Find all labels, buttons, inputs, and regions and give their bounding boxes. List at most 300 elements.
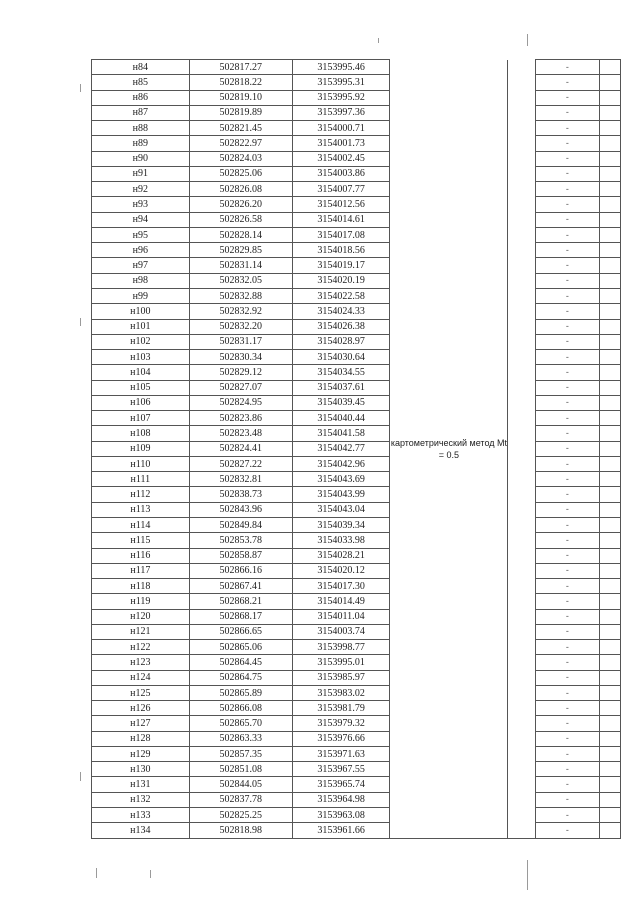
table-row [92, 426, 621, 441]
y-coordinate: 3153961.66 [292, 823, 390, 838]
table-row [92, 197, 621, 212]
x-coordinate: 502832.81 [189, 472, 292, 487]
dash-cell: - [535, 227, 599, 242]
x-coordinate: 502826.58 [189, 212, 292, 227]
empty-cell [599, 624, 620, 639]
dash-cell: - [535, 121, 599, 136]
dash-cell: - [535, 472, 599, 487]
x-coordinate: 502829.12 [189, 365, 292, 380]
point-id: н90 [92, 151, 190, 166]
y-coordinate: 3154012.56 [292, 197, 390, 212]
scan-mark [80, 318, 81, 326]
empty-cell [599, 502, 620, 517]
point-id: н92 [92, 182, 190, 197]
dash-cell: - [535, 365, 599, 380]
table-row [92, 365, 621, 380]
empty-cell [599, 746, 620, 761]
x-coordinate: 502832.20 [189, 319, 292, 334]
dash-cell: - [535, 197, 599, 212]
dash-cell: - [535, 777, 599, 792]
table-row [92, 121, 621, 136]
table-row [92, 75, 621, 90]
point-id: н127 [92, 716, 190, 731]
empty-cell [599, 548, 620, 563]
dash-cell: - [535, 456, 599, 471]
dash-cell: - [535, 701, 599, 716]
y-coordinate: 3153995.01 [292, 655, 390, 670]
y-coordinate: 3154033.98 [292, 533, 390, 548]
x-coordinate: 502822.97 [189, 136, 292, 151]
table-row [92, 212, 621, 227]
x-coordinate: 502830.34 [189, 350, 292, 365]
y-coordinate: 3154039.34 [292, 517, 390, 532]
empty-cell [599, 792, 620, 807]
dash-cell: - [535, 90, 599, 105]
x-coordinate: 502824.41 [189, 441, 292, 456]
x-coordinate: 502865.89 [189, 685, 292, 700]
y-coordinate: 3154026.38 [292, 319, 390, 334]
table-row [92, 502, 621, 517]
point-id: н130 [92, 762, 190, 777]
table-row [92, 762, 621, 777]
table-row [92, 716, 621, 731]
y-coordinate: 3154017.08 [292, 227, 390, 242]
y-coordinate: 3154017.30 [292, 579, 390, 594]
x-coordinate: 502864.75 [189, 670, 292, 685]
point-id: н108 [92, 426, 190, 441]
point-id: н123 [92, 655, 190, 670]
table-row [92, 701, 621, 716]
table-row [92, 517, 621, 532]
table-row [92, 227, 621, 242]
point-id: н89 [92, 136, 190, 151]
point-id: н91 [92, 166, 190, 181]
x-coordinate: 502827.22 [189, 456, 292, 471]
table-row [92, 670, 621, 685]
dash-cell: - [535, 563, 599, 578]
x-coordinate: 502819.10 [189, 90, 292, 105]
y-coordinate: 3154019.17 [292, 258, 390, 273]
empty-cell [599, 472, 620, 487]
point-id: н121 [92, 624, 190, 639]
point-id: н122 [92, 640, 190, 655]
y-coordinate: 3153998.77 [292, 640, 390, 655]
point-id: н118 [92, 579, 190, 594]
empty-cell [599, 151, 620, 166]
table-row [92, 563, 621, 578]
x-coordinate: 502827.07 [189, 380, 292, 395]
x-coordinate: 502832.92 [189, 304, 292, 319]
dash-cell: - [535, 136, 599, 151]
x-coordinate: 502868.17 [189, 609, 292, 624]
dash-cell: - [535, 182, 599, 197]
y-coordinate: 3153981.79 [292, 701, 390, 716]
point-id: н103 [92, 350, 190, 365]
table-row [92, 105, 621, 120]
x-coordinate: 502866.08 [189, 701, 292, 716]
y-coordinate: 3154043.69 [292, 472, 390, 487]
table-row [92, 411, 621, 426]
y-coordinate: 3154003.86 [292, 166, 390, 181]
table-row [92, 182, 621, 197]
dash-cell: - [535, 548, 599, 563]
y-coordinate: 3154018.56 [292, 243, 390, 258]
y-coordinate: 3154028.97 [292, 334, 390, 349]
table-row [92, 594, 621, 609]
x-coordinate: 502832.05 [189, 273, 292, 288]
table-body [92, 60, 621, 839]
x-coordinate: 502849.84 [189, 517, 292, 532]
table-row [92, 319, 621, 334]
y-coordinate: 3154020.12 [292, 563, 390, 578]
table-row [92, 685, 621, 700]
empty-cell [599, 90, 620, 105]
table-row [92, 395, 621, 410]
x-coordinate: 502818.98 [189, 823, 292, 838]
x-coordinate: 502868.21 [189, 594, 292, 609]
boundary-points-table [91, 59, 621, 839]
empty-cell [599, 640, 620, 655]
y-coordinate: 3154041.58 [292, 426, 390, 441]
dash-cell: - [535, 624, 599, 639]
point-id: н131 [92, 777, 190, 792]
empty-cell [599, 75, 620, 90]
empty-cell [599, 563, 620, 578]
y-coordinate: 3154034.55 [292, 365, 390, 380]
x-coordinate: 502864.45 [189, 655, 292, 670]
point-id: н134 [92, 823, 190, 838]
point-id: н125 [92, 685, 190, 700]
point-id: н119 [92, 594, 190, 609]
point-id: н117 [92, 563, 190, 578]
empty-cell [599, 411, 620, 426]
x-coordinate: 502858.87 [189, 548, 292, 563]
dash-cell: - [535, 655, 599, 670]
point-id: н126 [92, 701, 190, 716]
scan-mark [80, 84, 81, 92]
dash-cell: - [535, 533, 599, 548]
dash-cell: - [535, 304, 599, 319]
empty-cell [599, 701, 620, 716]
dash-cell: - [535, 716, 599, 731]
dash-cell: - [535, 75, 599, 90]
empty-cell [599, 533, 620, 548]
empty-cell [599, 395, 620, 410]
table-row [92, 823, 621, 838]
scan-mark [96, 868, 97, 878]
x-coordinate: 502851.08 [189, 762, 292, 777]
table-row [92, 655, 621, 670]
table-row [92, 304, 621, 319]
point-id: н84 [92, 60, 190, 75]
table-row [92, 334, 621, 349]
x-coordinate: 502825.25 [189, 808, 292, 823]
table-row [92, 136, 621, 151]
empty-cell [599, 182, 620, 197]
table-row [92, 151, 621, 166]
x-coordinate: 502867.41 [189, 579, 292, 594]
table-row [92, 579, 621, 594]
y-coordinate: 3154014.49 [292, 594, 390, 609]
point-id: н106 [92, 395, 190, 410]
point-id: н95 [92, 227, 190, 242]
point-id: н107 [92, 411, 190, 426]
x-coordinate: 502865.06 [189, 640, 292, 655]
point-id: н98 [92, 273, 190, 288]
x-coordinate: 502843.96 [189, 502, 292, 517]
point-id: н88 [92, 121, 190, 136]
scan-mark [150, 870, 151, 878]
table-row [92, 792, 621, 807]
x-coordinate: 502818.22 [189, 75, 292, 90]
point-id: н100 [92, 304, 190, 319]
x-coordinate: 502863.33 [189, 731, 292, 746]
y-coordinate: 3153963.08 [292, 808, 390, 823]
dash-cell: - [535, 151, 599, 166]
y-coordinate: 3153976.66 [292, 731, 390, 746]
dash-cell: - [535, 579, 599, 594]
empty-cell [599, 121, 620, 136]
dash-cell: - [535, 640, 599, 655]
x-coordinate: 502826.20 [189, 197, 292, 212]
dash-cell: - [535, 273, 599, 288]
y-coordinate: 3154043.04 [292, 502, 390, 517]
point-id: н129 [92, 746, 190, 761]
y-coordinate: 3153995.46 [292, 60, 390, 75]
x-coordinate: 502824.03 [189, 151, 292, 166]
empty-cell [599, 685, 620, 700]
table-row [92, 273, 621, 288]
dash-cell: - [535, 731, 599, 746]
empty-cell [599, 441, 620, 456]
point-id: н97 [92, 258, 190, 273]
y-coordinate: 3153971.63 [292, 746, 390, 761]
point-id: н86 [92, 90, 190, 105]
empty-cell [599, 808, 620, 823]
y-coordinate: 3153995.31 [292, 75, 390, 90]
x-coordinate: 502857.35 [189, 746, 292, 761]
x-coordinate: 502831.17 [189, 334, 292, 349]
x-coordinate: 502837.78 [189, 792, 292, 807]
y-coordinate: 3154037.61 [292, 380, 390, 395]
point-id: н116 [92, 548, 190, 563]
empty-cell [599, 288, 620, 303]
point-id: н109 [92, 441, 190, 456]
table-row [92, 472, 621, 487]
empty-cell [599, 517, 620, 532]
point-id: н94 [92, 212, 190, 227]
empty-cell [599, 777, 620, 792]
y-coordinate: 3153995.92 [292, 90, 390, 105]
empty-cell [599, 456, 620, 471]
point-id: н133 [92, 808, 190, 823]
y-coordinate: 3153979.32 [292, 716, 390, 731]
empty-cell [599, 319, 620, 334]
x-coordinate: 502823.86 [189, 411, 292, 426]
point-id: н115 [92, 533, 190, 548]
point-id: н99 [92, 288, 190, 303]
dash-cell: - [535, 685, 599, 700]
table-row [92, 166, 621, 181]
dash-cell: - [535, 288, 599, 303]
y-coordinate: 3153985.97 [292, 670, 390, 685]
point-id: н120 [92, 609, 190, 624]
point-id: н102 [92, 334, 190, 349]
blank-column [508, 60, 536, 839]
y-coordinate: 3154040.44 [292, 411, 390, 426]
y-coordinate: 3154030.64 [292, 350, 390, 365]
y-coordinate: 3154043.99 [292, 487, 390, 502]
y-coordinate: 3153965.74 [292, 777, 390, 792]
dash-cell: - [535, 334, 599, 349]
point-id: н87 [92, 105, 190, 120]
point-id: н85 [92, 75, 190, 90]
table-row [92, 533, 621, 548]
dash-cell: - [535, 166, 599, 181]
dash-cell: - [535, 60, 599, 75]
dash-cell: - [535, 258, 599, 273]
empty-cell [599, 350, 620, 365]
empty-cell [599, 579, 620, 594]
dash-cell: - [535, 441, 599, 456]
y-coordinate: 3154007.77 [292, 182, 390, 197]
x-coordinate: 502866.65 [189, 624, 292, 639]
y-coordinate: 3153997.36 [292, 105, 390, 120]
y-coordinate: 3153967.55 [292, 762, 390, 777]
point-id: н128 [92, 731, 190, 746]
scan-mark [378, 38, 379, 43]
dash-cell: - [535, 350, 599, 365]
empty-cell [599, 60, 620, 75]
table-row [92, 456, 621, 471]
empty-cell [599, 487, 620, 502]
y-coordinate: 3154011.04 [292, 609, 390, 624]
y-coordinate: 3154024.33 [292, 304, 390, 319]
empty-cell [599, 380, 620, 395]
x-coordinate: 502821.45 [189, 121, 292, 136]
point-id: н93 [92, 197, 190, 212]
empty-cell [599, 166, 620, 181]
table-row [92, 90, 621, 105]
empty-cell [599, 609, 620, 624]
y-coordinate: 3154042.77 [292, 441, 390, 456]
empty-cell [599, 655, 620, 670]
y-coordinate: 3153983.02 [292, 685, 390, 700]
point-id: н105 [92, 380, 190, 395]
dash-cell: - [535, 319, 599, 334]
dash-cell: - [535, 808, 599, 823]
table-row [92, 777, 621, 792]
x-coordinate: 502819.89 [189, 105, 292, 120]
dash-cell: - [535, 609, 599, 624]
empty-cell [599, 670, 620, 685]
dash-cell: - [535, 426, 599, 441]
x-coordinate: 502866.16 [189, 563, 292, 578]
x-coordinate: 502844.05 [189, 777, 292, 792]
point-id: н96 [92, 243, 190, 258]
dash-cell: - [535, 746, 599, 761]
dash-cell: - [535, 395, 599, 410]
x-coordinate: 502825.06 [189, 166, 292, 181]
empty-cell [599, 258, 620, 273]
table-row [92, 350, 621, 365]
point-id: н104 [92, 365, 190, 380]
x-coordinate: 502865.70 [189, 716, 292, 731]
table-row [92, 288, 621, 303]
table-row [92, 746, 621, 761]
y-coordinate: 3154000.71 [292, 121, 390, 136]
table-row [92, 258, 621, 273]
y-coordinate: 3154003.74 [292, 624, 390, 639]
empty-cell [599, 365, 620, 380]
dash-cell: - [535, 823, 599, 838]
point-id: н111 [92, 472, 190, 487]
empty-cell [599, 426, 620, 441]
table-row [92, 731, 621, 746]
point-id: н101 [92, 319, 190, 334]
empty-cell [599, 731, 620, 746]
scan-mark [527, 34, 528, 46]
x-coordinate: 502823.48 [189, 426, 292, 441]
empty-cell [599, 716, 620, 731]
y-coordinate: 3154042.96 [292, 456, 390, 471]
empty-cell [599, 594, 620, 609]
empty-cell [599, 136, 620, 151]
empty-cell [599, 105, 620, 120]
point-id: н110 [92, 456, 190, 471]
empty-cell [599, 304, 620, 319]
dash-cell: - [535, 517, 599, 532]
empty-cell [599, 243, 620, 258]
empty-cell [599, 762, 620, 777]
dash-cell: - [535, 105, 599, 120]
dash-cell: - [535, 502, 599, 517]
dash-cell: - [535, 762, 599, 777]
x-coordinate: 502824.95 [189, 395, 292, 410]
y-coordinate: 3154001.73 [292, 136, 390, 151]
point-id: н113 [92, 502, 190, 517]
y-coordinate: 3154014.61 [292, 212, 390, 227]
coordinate-sheet [91, 59, 621, 839]
table-row [92, 380, 621, 395]
empty-cell [599, 823, 620, 838]
table-row [92, 640, 621, 655]
dash-cell: - [535, 487, 599, 502]
table-row [92, 808, 621, 823]
dash-cell: - [535, 670, 599, 685]
scan-mark [527, 860, 528, 890]
dash-cell: - [535, 411, 599, 426]
dash-cell: - [535, 594, 599, 609]
x-coordinate: 502826.08 [189, 182, 292, 197]
table-row [92, 624, 621, 639]
y-coordinate: 3154020.19 [292, 273, 390, 288]
x-coordinate: 502838.73 [189, 487, 292, 502]
x-coordinate: 502829.85 [189, 243, 292, 258]
y-coordinate: 3153964.98 [292, 792, 390, 807]
empty-cell [599, 227, 620, 242]
method-description: картометрический метод Mt = 0.5 [390, 60, 508, 839]
table-row [92, 60, 621, 75]
table-row [92, 243, 621, 258]
dash-cell: - [535, 792, 599, 807]
table-row [92, 441, 621, 456]
point-id: н124 [92, 670, 190, 685]
table-row [92, 609, 621, 624]
table-row [92, 487, 621, 502]
empty-cell [599, 334, 620, 349]
x-coordinate: 502828.14 [189, 227, 292, 242]
